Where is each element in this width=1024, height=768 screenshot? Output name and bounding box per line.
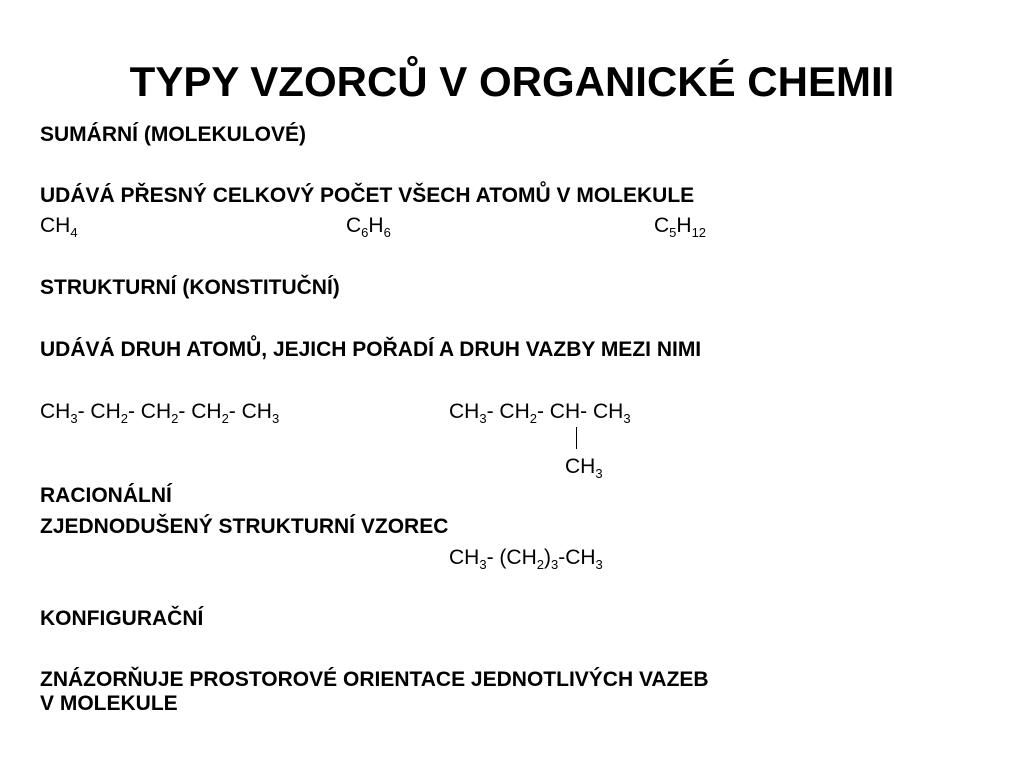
description-structural: UDÁVÁ DRUH ATOMŮ, JEJICH POŘADÍ A DRUH VAZBY MEZI NIMI xyxy=(40,338,702,361)
formula-text: C xyxy=(654,214,670,237)
formula-subscript: 2 xyxy=(171,411,179,426)
formula-subscript: 6 xyxy=(361,225,369,240)
formula-text: CH xyxy=(449,546,480,569)
formula-text: - CH xyxy=(486,400,530,423)
description-rational: ZJEDNODUŠENÝ STRUKTURNÍ VZOREC xyxy=(40,515,449,538)
formula-benzene xyxy=(346,214,391,238)
formula-text: C xyxy=(346,214,362,237)
formula-structural-branched xyxy=(449,400,631,424)
branch-bond-line xyxy=(576,427,577,449)
formula-subscript: 2 xyxy=(221,411,229,426)
formula-text: - CH xyxy=(127,400,172,423)
formula-text: H xyxy=(676,214,692,237)
formula-subscript: 2 xyxy=(120,411,128,426)
heading-configuration: KONFIGURAČNÍ xyxy=(40,607,204,630)
formula-text: CH xyxy=(565,455,596,478)
formula-text: - CH xyxy=(77,400,121,423)
formula-subscript: 2 xyxy=(529,411,537,426)
formula-subscript: 3 xyxy=(479,557,487,572)
description-configuration-line2: V MOLEKULE xyxy=(40,692,178,715)
formula-text: - CH xyxy=(228,400,272,423)
heading-molecular: SUMÁRNÍ (MOLEKULOVÉ) xyxy=(40,123,306,146)
formula-subscript: 5 xyxy=(669,225,677,240)
description-configuration-line1: ZNÁZORŇUJE PROSTOROVÉ ORIENTACE JEDNOTLIVÝCH VAZEB xyxy=(40,668,709,691)
formula-text: - CH xyxy=(178,400,222,423)
formula-subscript: 3 xyxy=(70,411,78,426)
heading-structural: STRUKTURNÍ (KONSTITUČNÍ) xyxy=(40,276,340,299)
formula-text: H xyxy=(368,214,384,237)
formula-text: -CH xyxy=(558,546,596,569)
formula-subscript: 3 xyxy=(623,411,631,426)
formula-subscript: 3 xyxy=(271,411,280,426)
formula-subscript: 12 xyxy=(691,225,707,240)
formula-structural-branch xyxy=(565,455,603,479)
formula-text: - (CH xyxy=(486,546,537,569)
formula-subscript: 3 xyxy=(595,557,603,572)
formula-text: CH xyxy=(40,214,71,237)
formula-subscript: 3 xyxy=(550,557,559,572)
formula-rational xyxy=(449,546,603,570)
formula-text: ) xyxy=(543,546,551,569)
formula-subscript: 3 xyxy=(595,466,603,481)
formula-subscript: 6 xyxy=(383,225,391,240)
formula-subscript: 2 xyxy=(536,557,544,572)
formula-text: - CH- CH xyxy=(536,400,624,423)
formula-text: CH xyxy=(449,400,480,423)
formula-structural-linear xyxy=(40,400,279,424)
formula-subscript: 4 xyxy=(70,225,78,240)
heading-rational: RACIONÁLNÍ xyxy=(40,484,172,507)
formula-subscript: 3 xyxy=(479,411,487,426)
formula-methane xyxy=(40,214,78,238)
slide-title: TYPY VZORCŮ V ORGANICKÉ CHEMII xyxy=(129,58,895,105)
formula-pentane xyxy=(654,214,706,238)
description-molecular: UDÁVÁ PŘESNÝ CELKOVÝ POČET VŠECH ATOMŮ V MOLEKULE xyxy=(40,184,695,207)
formula-text: CH xyxy=(40,400,71,423)
